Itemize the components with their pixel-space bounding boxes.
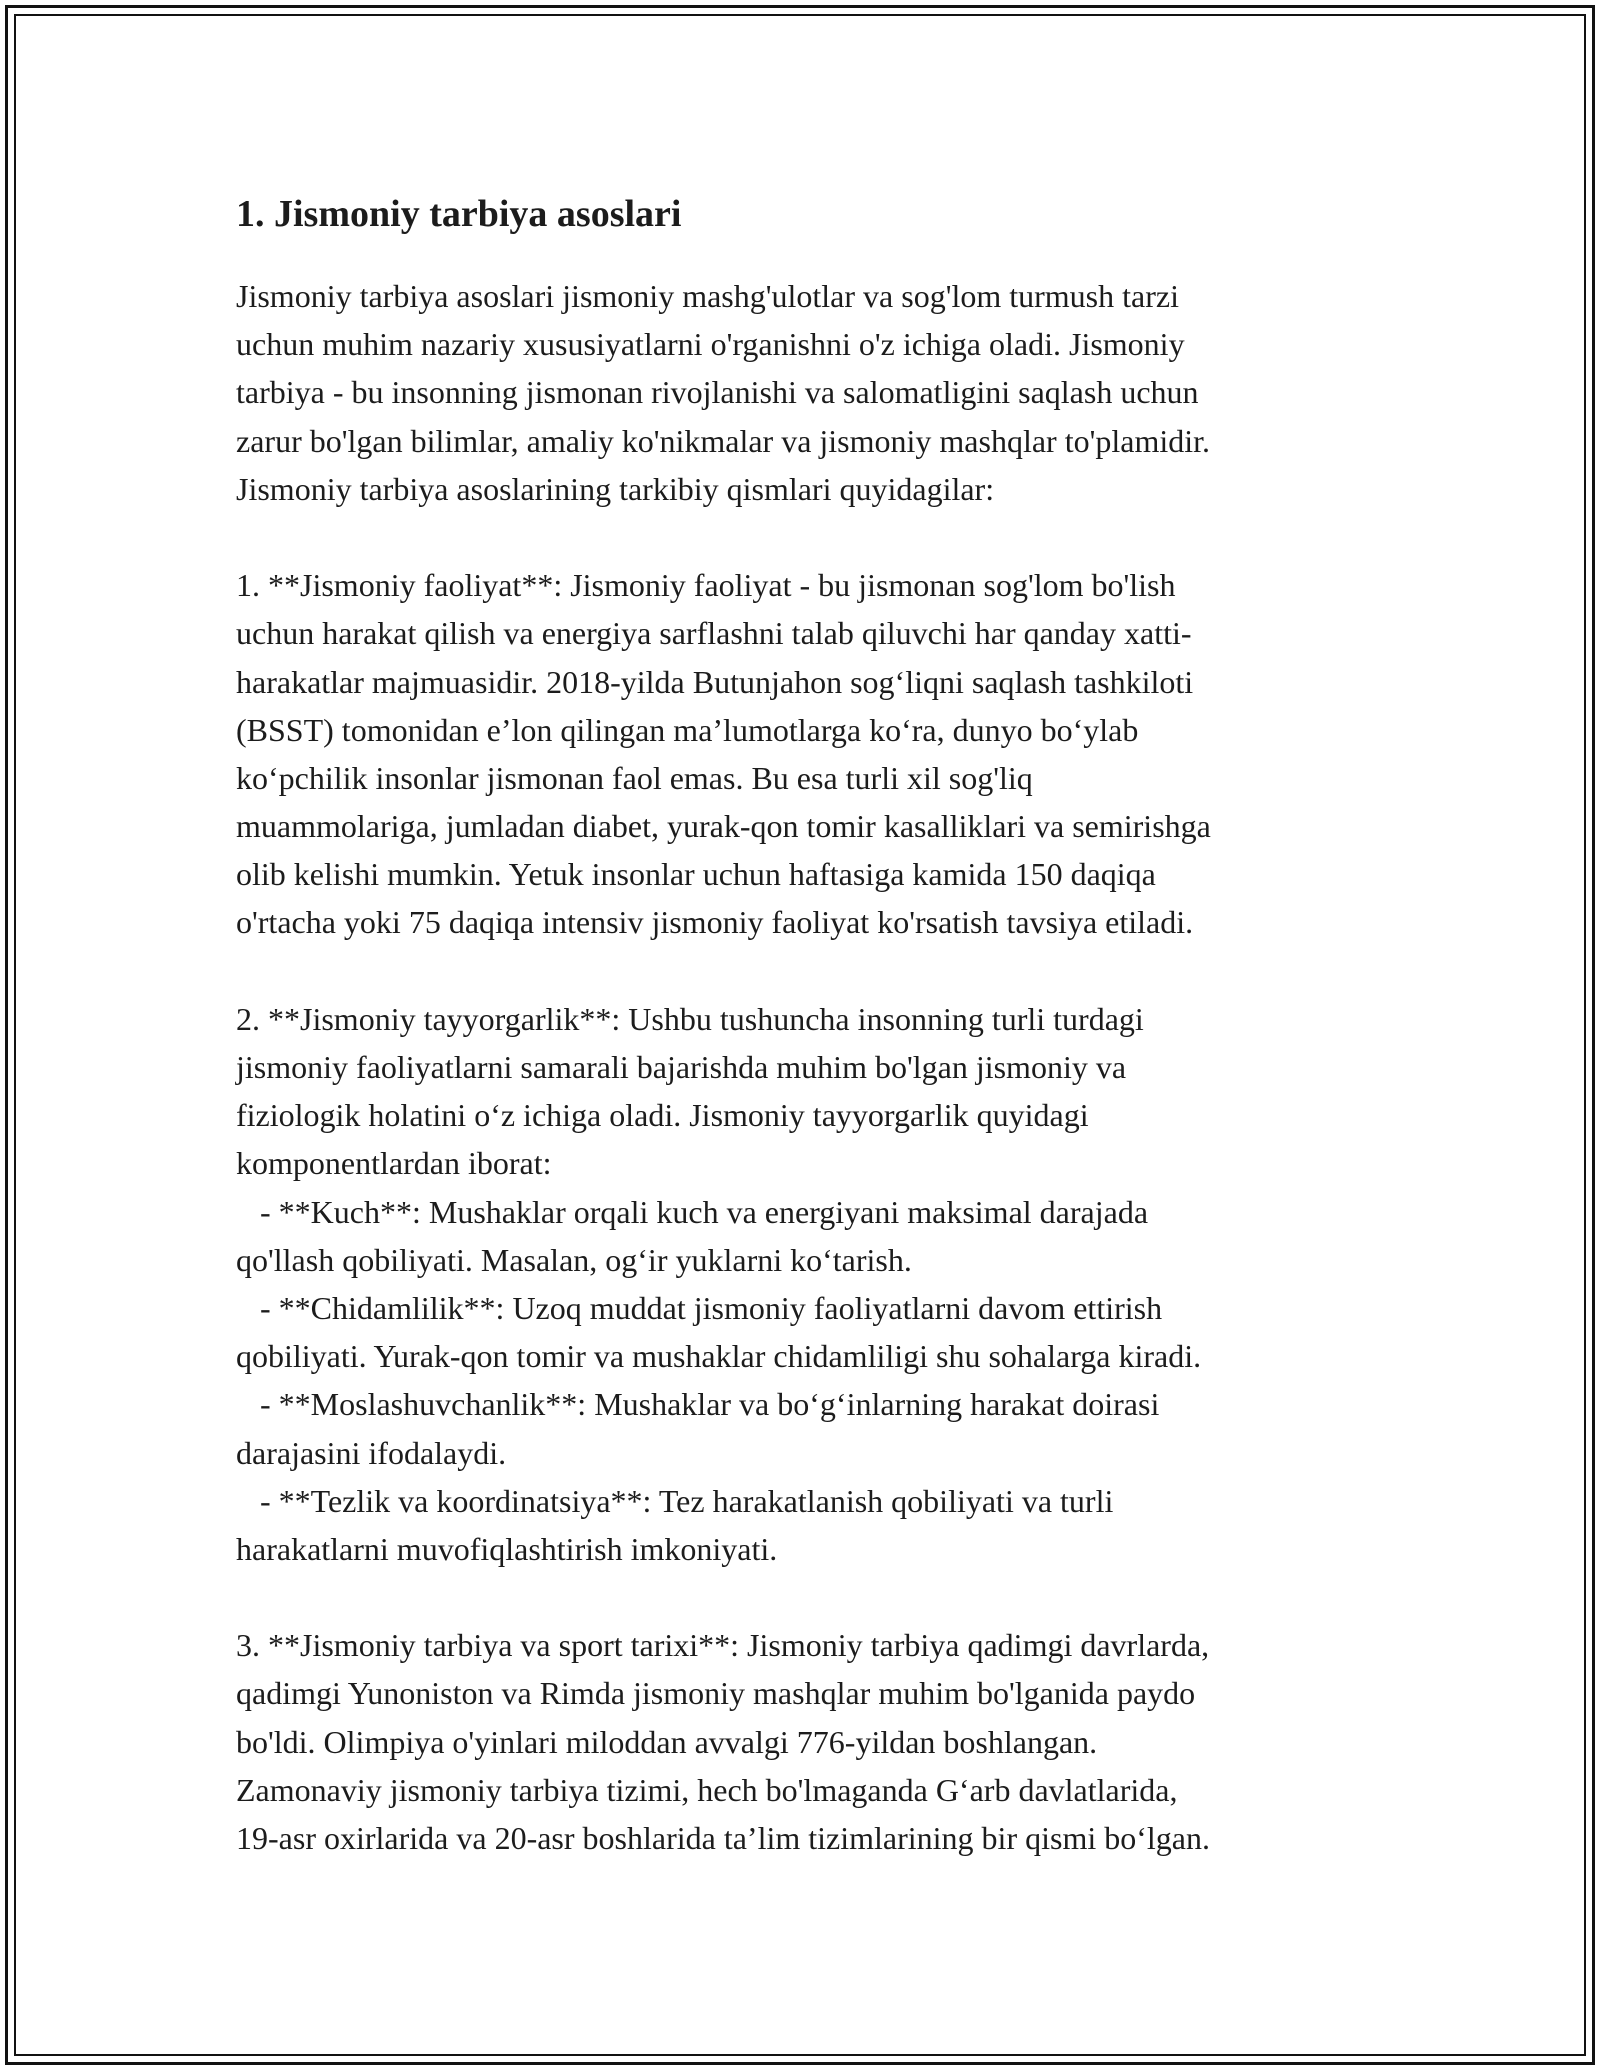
text-line: olib kelishi mumkin. Yetuk insonlar uchun haftasiga kamida 150 daqiqa [236,856,1156,893]
text-line: - **Moslashuvchanlik**: Mushaklar va bo‘g‘inlarning harakat doirasi [236,1386,1160,1423]
paragraph-gap [236,1573,1396,1621]
paragraph-gap [236,513,1396,561]
text-line: komponentlardan iborat: [236,1145,552,1182]
text-line: Zamonaviy jismoniy tarbiya tizimi, hech bo'lmaganda G‘arb davlatlarida, [236,1771,1178,1808]
text-line: - **Tezlik va koordinatsiya**: Tez harakatlanish qobiliyati va turli [236,1482,1114,1519]
text-line: tarbiya - bu insonning jismonan rivojlanishi va salomatligini saqlash uchun [236,374,1199,411]
text-line: Jismoniy tarbiya asoslarining tarkibiy qismlari quyidagilar: [236,470,995,507]
text-line: uchun harakat qilish va energiya sarflashni talab qiluvchi har qanday xatti- [236,615,1192,652]
text-line: fiziologik holatini o‘z ichiga oladi. Jismoniy tayyorgarlik quyidagi [236,1097,1089,1134]
text-line: qadimgi Yunoniston va Rimda jismoniy mashqlar muhim bo'lganida paydo [236,1675,1196,1712]
text-line: zarur bo'lgan bilimlar, amaliy ko'nikmalar va jismoniy mashqlar to'plamidir. [236,422,1211,459]
text-line: harakatlar majmuasidir. 2018-yilda Butunjahon sog‘liqni saqlash tashkiloti [236,663,1194,700]
body-text [236,272,1396,1862]
text-line: qo'llash qobiliyati. Masalan, og‘ir yuklarni ko‘tarish. [236,1241,912,1278]
document-content [236,186,1396,1862]
text-line: (BSST) tomonidan e’lon qilingan ma’lumotlarga ko‘ra, dunyo bo‘ylab [236,711,1139,748]
section-title: 1. Jismoniy tarbiya asoslari [236,193,682,235]
text-line: - **Chidamlilik**: Uzoq muddat jismoniy faoliyatlarni davom ettirish [236,1289,1163,1326]
text-line: uchun muhim nazariy xususiyatlarni o'rganishni o'z ichiga oladi. Jismoniy [236,326,1185,363]
text-line: jismoniy faoliyatlarni samarali bajarishda muhim bo'lgan jismoniy va [236,1049,1127,1085]
text-line: 3. **Jismoniy tarbiya va sport tarixi**: Jismoniy tarbiya qadimgi davrlarda, [236,1627,1210,1664]
text-line: qobiliyati. Yurak-qon tomir va mushaklar chidamliligi shu sohalarga kiradi. [236,1338,1202,1375]
text-line: harakatlarni muvofiqlashtirish imkoniyati. [236,1530,778,1567]
text-line: darajasini ifodalaydi. [236,1434,507,1471]
text-line: 2. **Jismoniy tayyorgarlik**: Ushbu tushuncha insonning turli turdagi [236,1000,1144,1037]
text-line: 1. **Jismoniy faoliyat**: Jismoniy faoliyat - bu jismonan sog'lom bo'lish [236,567,1176,604]
text-line: o'rtacha yoki 75 daqiqa intensiv jismoniy faoliyat ko'rsatish tavsiya etiladi. [236,904,1194,941]
text-line: Jismoniy tarbiya asoslari jismoniy mashg'ulotlar va sog'lom turmush tarzi [236,278,1179,314]
text-line: ko‘pchilik insonlar jismonan faol emas. Bu esa turli xil sog'liq [236,759,1033,796]
text-line: - **Kuch**: Mushaklar orqali kuch va energiyani maksimal darajada [236,1193,1149,1230]
text-line: muammolariga, jumladan diabet, yurak-qon tomir kasalliklari va semirishga [236,808,1211,845]
paragraph-gap [236,947,1396,995]
text-line: 19-asr oxirlarida va 20-asr boshlarida ta’lim tizimlarining bir qismi bo‘lgan. [236,1820,1210,1856]
text-line: bo'ldi. Olimpiya o'yinlari miloddan avvalgi 776-yildan boshlangan. [236,1723,1098,1760]
